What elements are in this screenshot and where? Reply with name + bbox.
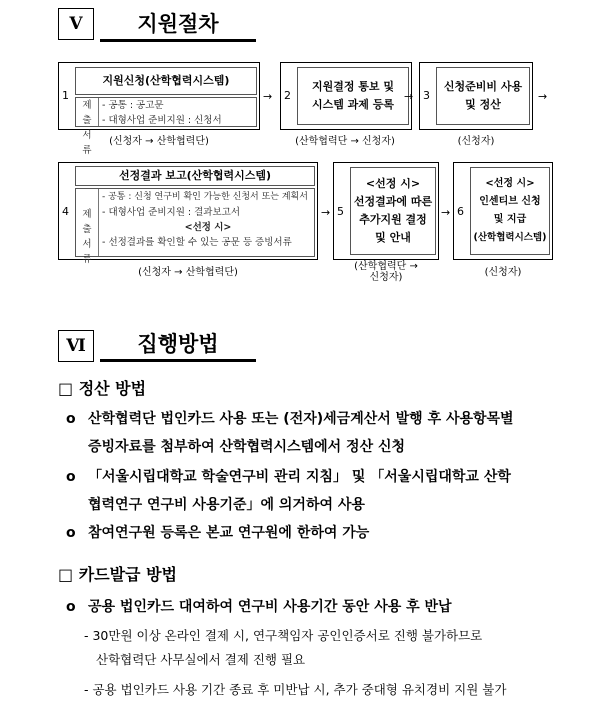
step-6-number: 6 <box>457 205 464 218</box>
section-number-6: Ⅵ <box>58 330 94 362</box>
card-detail-1: - 30만원 이상 온라인 결제 시, 연구책임자 공인인증서로 진행 불가하므로 <box>84 628 483 643</box>
arrow-icon: → <box>321 206 331 219</box>
step-2-content: 지원결정 통보 및 시스템 과제 등록 <box>297 67 409 125</box>
step-4-box <box>58 162 318 265</box>
step-6-content: <선정 시> 인센티브 신청 및 지급 (산학협력시스템) <box>470 167 550 255</box>
step-1-number: 1 <box>62 89 69 102</box>
step-1-caption: (신청자 → 산학협력단) <box>109 136 209 147</box>
arrow-icon: → <box>404 90 414 103</box>
step-6-caption: (신청자) <box>484 267 522 278</box>
divider <box>98 98 99 126</box>
step-3-caption: (신청자) <box>457 136 495 147</box>
arrow-icon: → <box>441 206 451 219</box>
step-4-docs <box>75 188 315 265</box>
arrow-icon: → <box>538 90 548 103</box>
step-4-title: 선정결과 보고(산학협력시스템) <box>75 166 315 186</box>
card-item-1: o 공용 법인카드 대여하여 연구비 사용기간 동안 사용 후 반납 <box>66 592 452 622</box>
settlement-item-1: o 산학협력단 법인카드 사용 또는 (전자)세금계산서 발행 후 사용항목별 <box>66 404 514 434</box>
step-5-box <box>333 162 439 260</box>
card-detail-2: - 공용 법인카드 사용 기간 종료 후 미반납 시, 추가 중대형 유치경비 지원 불가 <box>84 682 507 697</box>
card-detail-1-cont: 산학협력단 사무실에서 결제 진행 필요 <box>96 652 306 667</box>
step-1-title: 지원신청(산학협력시스템) <box>75 67 257 95</box>
step-3-content: 신청준비비 사용 및 정산 <box>436 67 530 125</box>
step-5-caption: (산학협력단 → 신청자) <box>354 261 418 283</box>
step-5-number: 5 <box>337 205 344 218</box>
step-4-number: 4 <box>62 205 69 218</box>
step-1-items: - 공통 : 공고문 - 대형사업 준비지원 : 신청서 <box>102 100 222 126</box>
settlement-item-3: o 참여연구원 등록은 본교 연구원에 한하여 가능 <box>66 518 369 548</box>
step-4-side-label: 제출 서류 <box>82 209 92 265</box>
bullet: o <box>66 469 76 485</box>
card-heading: □ 카드발급 방법 <box>58 565 177 584</box>
step-4-items: - 공통 : 신청 연구비 확인 가능한 신청서 또는 계획서 - 대형사업 준비지원 : 결과보고서 <선정 시> - 선정결과를 확인할 수 있는 공문 등 증빙서류 <box>102 192 308 248</box>
step-2-number: 2 <box>284 89 291 102</box>
step-2-box <box>280 62 412 130</box>
step-6-box <box>453 162 553 260</box>
arrow-icon: → <box>263 90 273 103</box>
settlement-heading: □ 정산 방법 <box>58 379 147 398</box>
step-1-side-label: 제출 서류 <box>82 100 92 156</box>
title-underline <box>100 40 256 42</box>
divider <box>98 189 99 256</box>
section-title-execution: 집행방법 <box>100 326 256 360</box>
bullet: o <box>66 525 76 541</box>
title-underline <box>100 360 256 362</box>
bullet: o <box>66 599 76 615</box>
settlement-item-1-cont: 증빙자료를 첨부하여 산학협력시스템에서 정산 신청 <box>88 439 406 455</box>
section-title-procedure: 지원절차 <box>100 6 256 40</box>
section-number-5: Ⅴ <box>58 8 94 40</box>
step-3-box <box>419 62 533 130</box>
step-2-caption: (산학협력단 → 신청자) <box>295 136 395 147</box>
settlement-item-2: o 「서울시립대학교 학술연구비 관리 지침」 및 「서울시립대학교 산학 <box>66 462 511 492</box>
settlement-item-2-cont: 협력연구 연구비 사용기준」에 의거하여 사용 <box>88 497 365 513</box>
step-4-caption: (신청자 → 산학협력단) <box>138 267 238 278</box>
step-3-number: 3 <box>423 89 430 102</box>
bullet: o <box>66 411 76 427</box>
step-5-content: <선정 시> 선정결과에 따른 추가지원 결정 및 안내 <box>350 167 436 255</box>
